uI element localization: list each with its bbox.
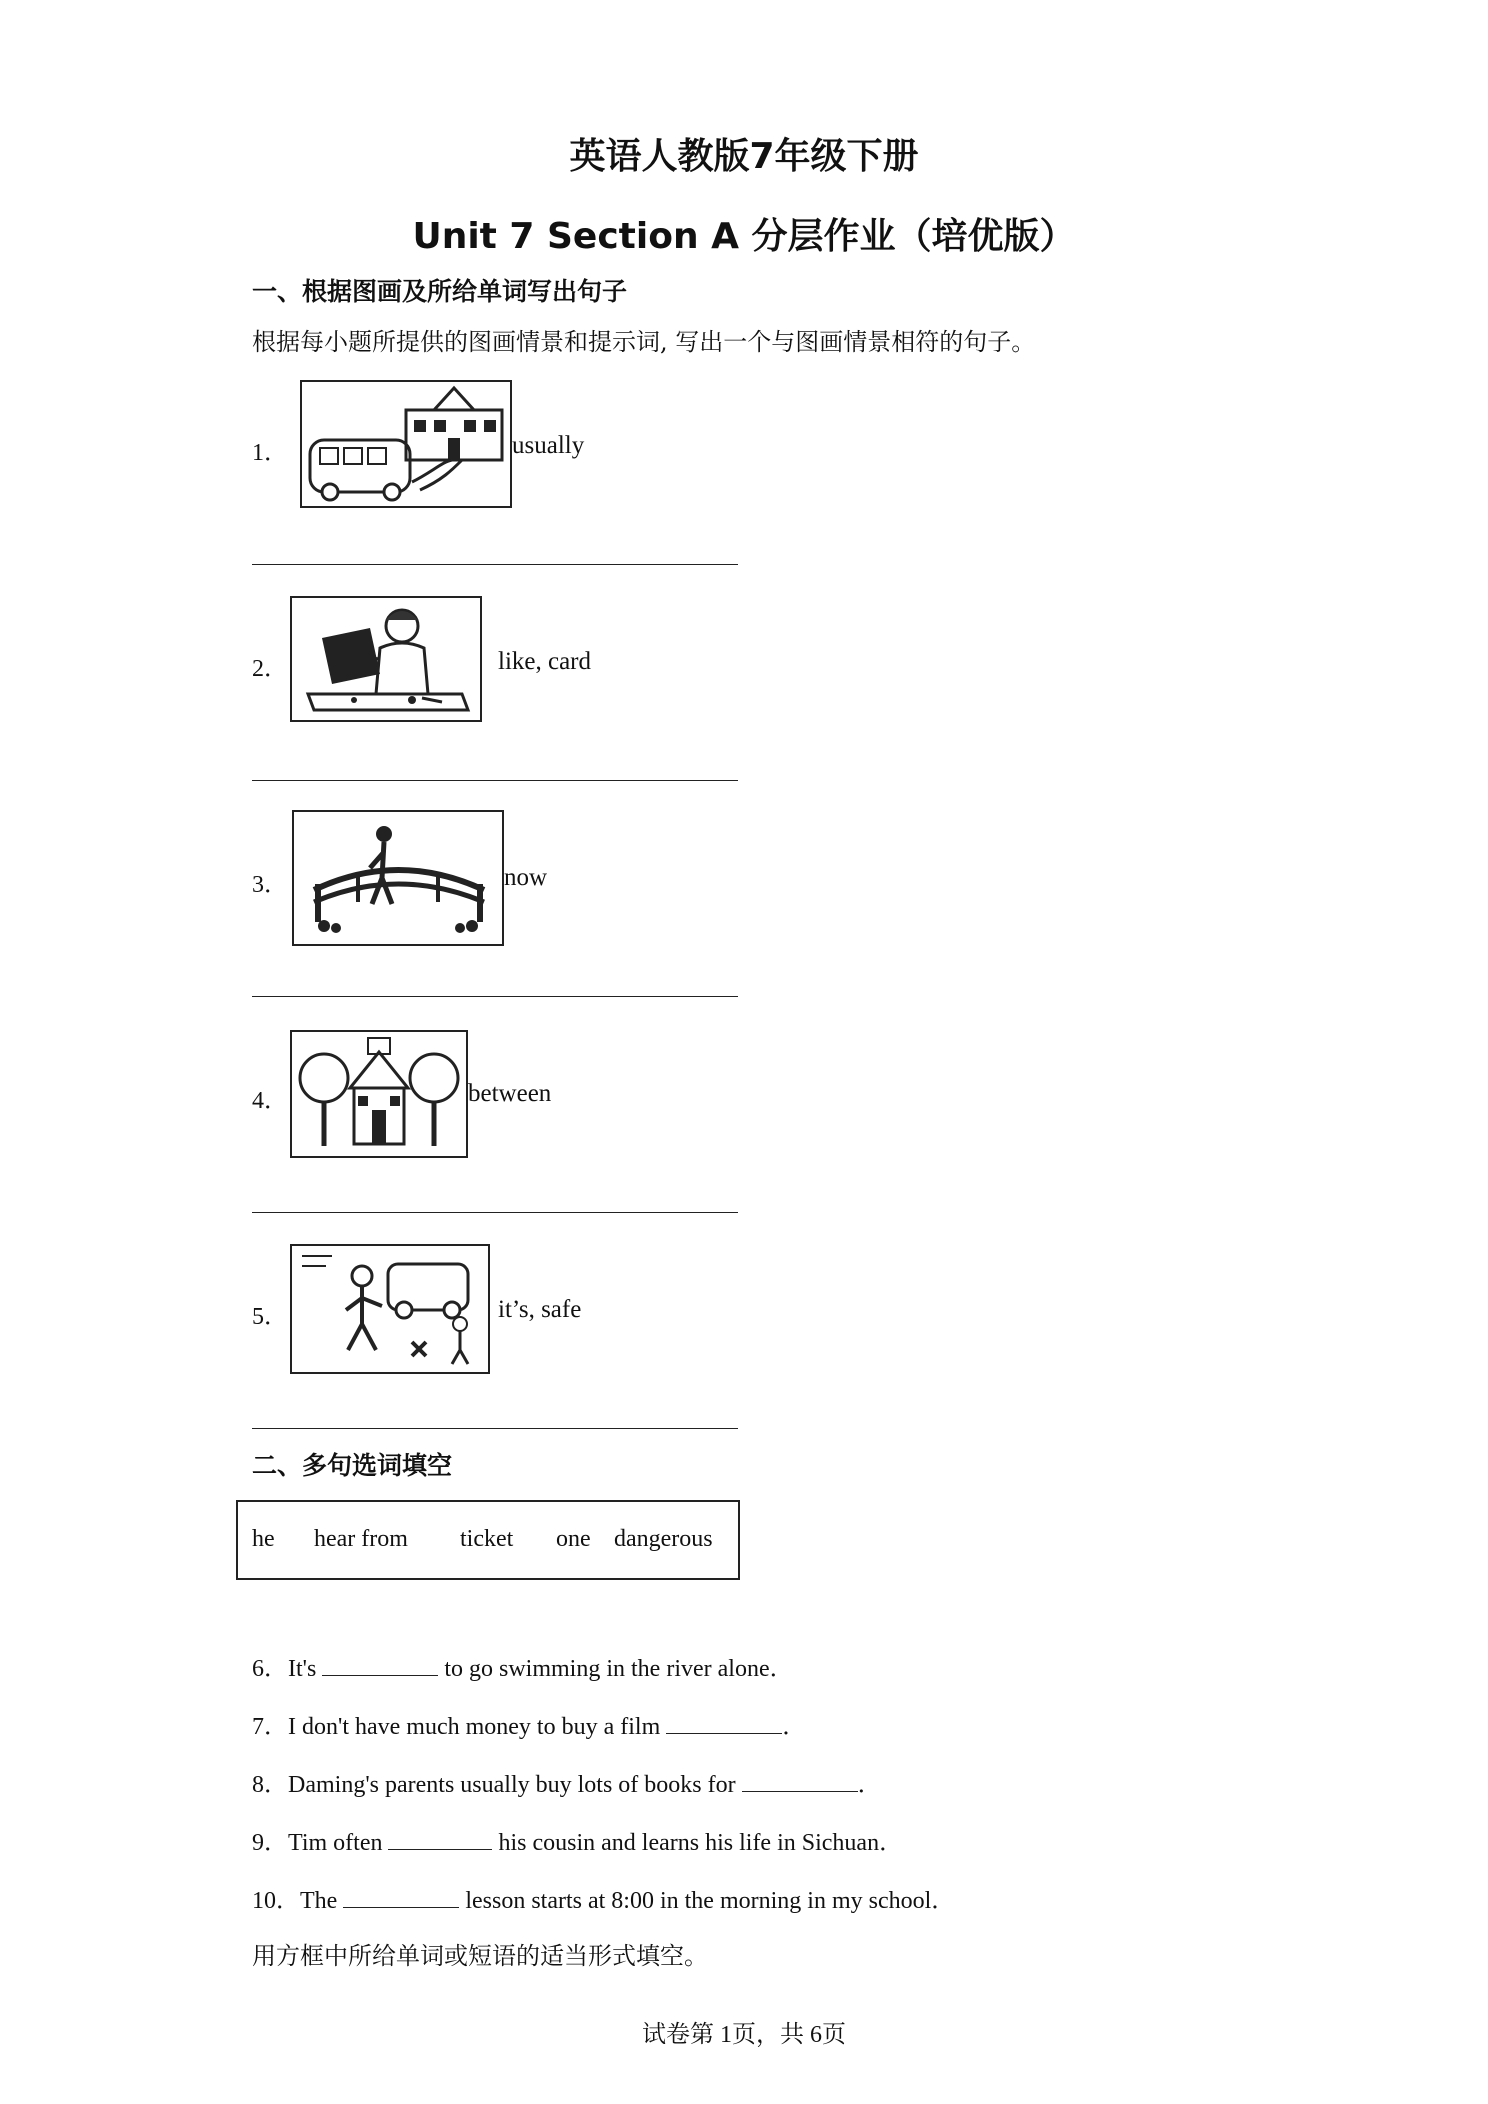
question-text: to go swimming in the river alone． (438, 1656, 794, 1682)
answer-blank[interactable] (322, 1655, 438, 1676)
item-number: 3． (252, 872, 288, 898)
section1-instruction: 根据每小题所提供的图画情景和提示词, 写出一个与图画情景相符的句子。 (252, 328, 1036, 356)
answer-blank[interactable] (666, 1713, 782, 1734)
question-text: The (300, 1888, 344, 1914)
question-text: I don't have much money to buy a film (288, 1714, 667, 1740)
question-number: 6． (252, 1656, 288, 1682)
item-hint: between (468, 1080, 552, 1107)
item-hint: now (504, 864, 548, 891)
question-text: ． (782, 1714, 807, 1740)
word-bank (236, 1500, 740, 1580)
person-crossing-bridge-icon (292, 810, 504, 946)
house-between-trees-icon (290, 1030, 468, 1158)
answer-line-3[interactable] (252, 996, 738, 997)
question-text: his cousin and learns his life in Sichuan． (492, 1830, 904, 1856)
question-10 (252, 1880, 955, 1915)
question-text: ． (857, 1772, 882, 1798)
answer-line-5[interactable] (252, 1428, 738, 1429)
word-bank-item: ticket (460, 1526, 514, 1552)
section2-heading: 二、多句选词填空 (252, 1451, 453, 1480)
question-text: lesson starts at 8:00 in the morning in my school． (459, 1888, 956, 1914)
word-bank-item: dangerous (614, 1526, 713, 1552)
question-number: 7． (252, 1714, 288, 1740)
answer-blank[interactable] (388, 1829, 492, 1850)
question-7 (252, 1706, 806, 1741)
boy-making-card-icon (290, 596, 482, 722)
question-number: 10． (252, 1888, 300, 1914)
question-number: 9． (252, 1830, 288, 1856)
word-bank-item: he (252, 1526, 275, 1552)
street-crossing-icon (290, 1244, 490, 1374)
answer-line-1[interactable] (252, 564, 738, 565)
question-8 (252, 1764, 882, 1799)
page-subtitle: Unit 7 Section A 分层作业（培优版） (412, 216, 1076, 257)
question-number: 8． (252, 1772, 288, 1798)
item-number: 5． (252, 1304, 288, 1330)
question-9 (252, 1822, 903, 1857)
answer-blank[interactable] (742, 1771, 858, 1792)
question-text: Tim often (288, 1830, 389, 1856)
item-hint: usually (512, 432, 585, 459)
answer-line-4[interactable] (252, 1212, 738, 1213)
word-bank-item: one (556, 1526, 591, 1552)
section1-heading: 一、根据图画及所给单词写出句子 (252, 277, 628, 306)
item-hint: it’s, safe (498, 1296, 582, 1323)
section2-instruction: 用方框中所给单词或短语的适当形式填空。 (252, 1942, 708, 1970)
item-number: 1． (252, 440, 288, 466)
bus-school-icon (300, 380, 512, 508)
page-footer: 试卷第 1页，共 6页 (642, 2022, 846, 2048)
answer-blank[interactable] (343, 1887, 459, 1908)
page-title: 英语人教版7年级下册 (569, 136, 919, 177)
item-number: 4． (252, 1088, 288, 1114)
question-text: It's (288, 1656, 323, 1682)
item-hint: like, card (498, 648, 592, 675)
item-number: 2． (252, 656, 288, 682)
word-bank-item: hear from (314, 1526, 408, 1552)
question-text: Daming's parents usually buy lots of books for (288, 1772, 742, 1798)
question-6 (252, 1648, 794, 1683)
answer-line-2[interactable] (252, 780, 738, 781)
